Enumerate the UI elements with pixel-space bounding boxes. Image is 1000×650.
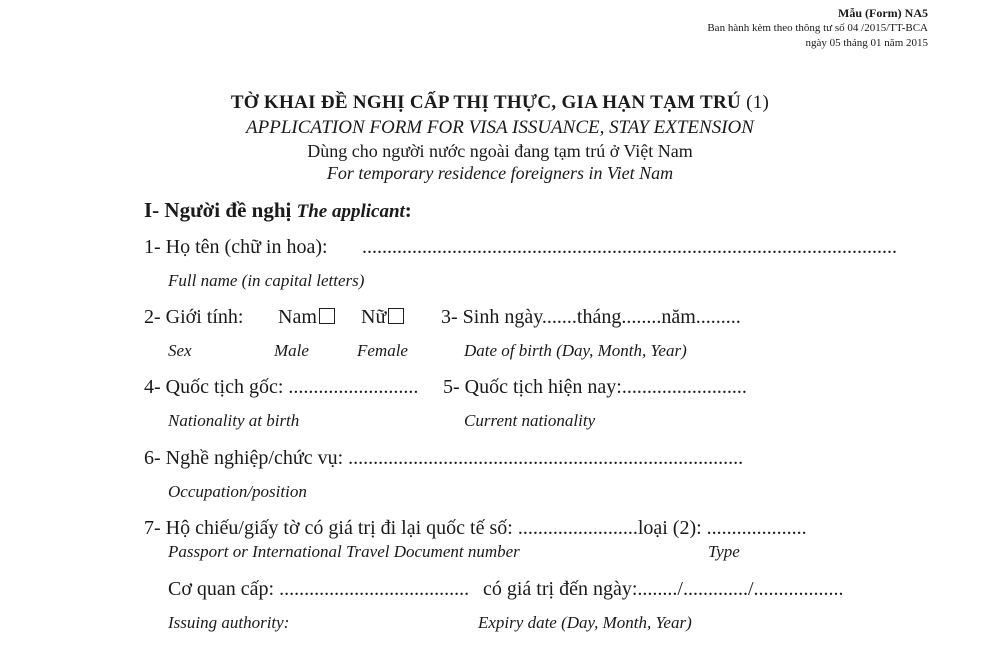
field-expiry-date[interactable]: có giá trị đến ngày:......../............./.................. [483,578,844,600]
field-passport-type-label-en: Type [708,542,740,561]
field-nationality-birth-label-en: Nationality at birth [168,411,300,430]
field-issuing-authority-label-en: Issuing authority: [168,613,290,632]
sex-male-option[interactable] [278,306,335,329]
sex-female-checkbox[interactable] [388,308,404,324]
issued-date-line: ngày 05 tháng 01 năm 2015 [805,37,928,49]
issued-by-line: Ban hành kèm theo thông tư số 04 /2015/TT-BCA [707,22,928,34]
field-sex-label-en: Sex [168,341,192,360]
sex-male-checkbox[interactable] [319,308,335,324]
field-passport-label-en: Passport or International Travel Document number [168,542,520,561]
sex-female-label: Nữ [361,306,387,328]
section-heading-vi: I- Người đề nghị [144,198,292,222]
field-occupation-label-en: Occupation/position [168,482,307,501]
form-subtitle-en: For temporary residence foreigners in Viet Nam [326,163,674,183]
field-nationality-birth[interactable]: 4- Quốc tịch gốc: .......................... [144,376,419,398]
field-full-name-input[interactable]: ........................................................................................................... [362,236,897,258]
section-heading-en: The applicant [296,201,405,222]
field-issuing-authority[interactable]: Cơ quan cấp: ...................................... [168,578,470,600]
form-title-ref: (1) [746,92,770,113]
form-number: Mẫu (Form) NA5 [838,6,928,20]
form-subtitle-vi: Dùng cho người nước ngoài đang tạm trú ở Việt Nam [307,141,693,161]
field-date-of-birth-label-en: Date of birth (Day, Month, Year) [464,341,687,360]
field-sex-label: 2- Giới tính: [144,306,244,328]
section-heading-colon: : [404,198,412,222]
field-passport-number[interactable]: 7- Hộ chiếu/giấy tờ có giá trị đi lại quốc tế số: ........................loại (2): .................... [144,517,807,539]
field-occupation[interactable]: 6- Nghề nghiệp/chức vụ: ............................................................................... [144,447,744,469]
form-title-vi [0,92,1000,114]
form-header [707,6,928,51]
field-nationality-current[interactable]: 5- Quốc tịch hiện nay:......................... [443,376,747,398]
field-nationality-current-label-en: Current nationality [464,411,596,430]
form-title-en: APPLICATION FORM FOR VISA ISSUANCE, STAY EXTENSION [246,117,754,138]
sex-female-label-en: Female [357,341,408,360]
sex-male-label: Nam [278,306,317,328]
field-expiry-date-label-en: Expiry date (Day, Month, Year) [478,613,692,632]
sex-female-option[interactable] [361,306,404,329]
form-title-vi-text: TỜ KHAI ĐỀ NGHỊ CẤP THỊ THỰC, GIA HẠN TẠM TRÚ [230,92,742,113]
field-full-name-label: 1- Họ tên (chữ in hoa): [144,236,328,258]
field-full-name-label-en: Full name (in capital letters) [168,271,365,290]
section-applicant-heading [144,198,412,223]
field-date-of-birth[interactable]: 3- Sinh ngày.......tháng........năm......... [441,306,741,328]
sex-male-label-en: Male [274,341,309,360]
